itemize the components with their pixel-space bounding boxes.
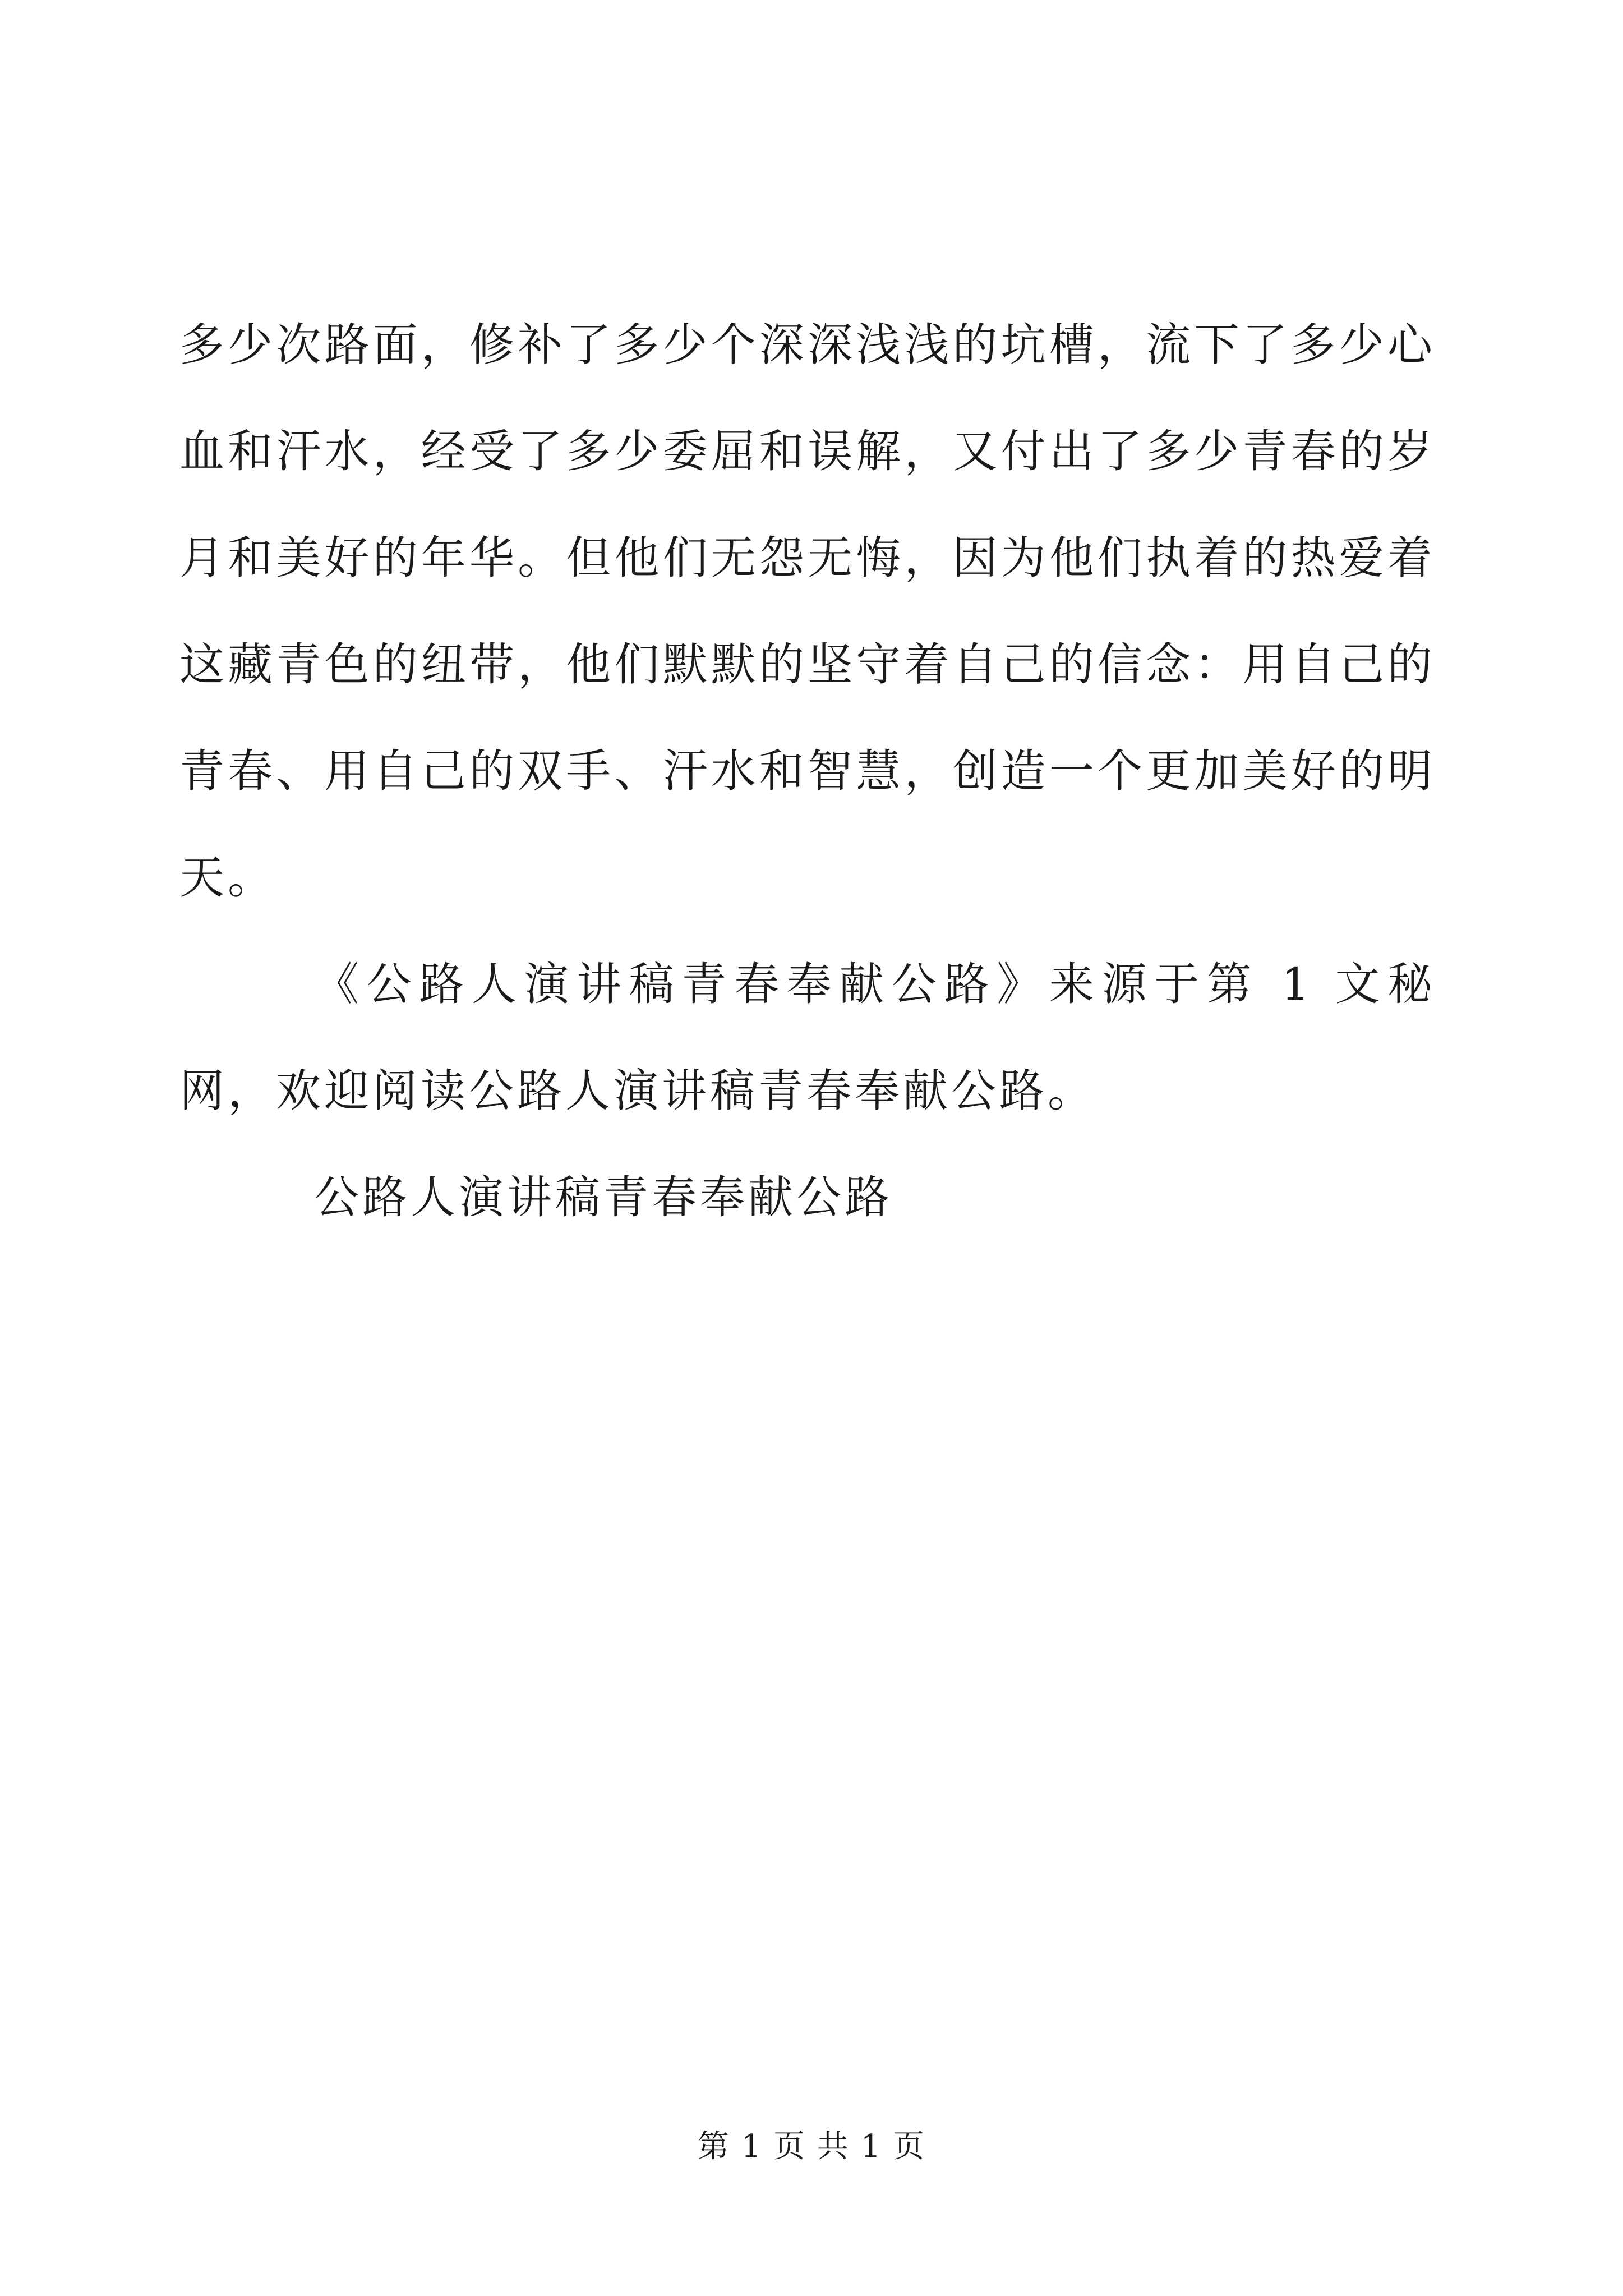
document-body — [179, 292, 1436, 1251]
paragraph-continuation: 多少次路面，修补了多少个深深浅浅的坑槽，流下了多少心血和汗水，经受了多少委屈和误解，又付出了多少青春的岁月和美好的年华。但他们无怨无悔，因为他们执着的热爱着这藏青色的纽带，他们默默的坚守着自己的信念：用自己的青春、用自己的双手、汗水和智慧，创造一个更加美好的明天。 — [179, 319, 1436, 904]
page-footer: 第 1 页 共 1 页 — [697, 2128, 926, 2165]
paragraph-source-note: 《公路人演讲稿青春奉献公路》来源于第 1 文秘网，欢迎阅读公路人演讲稿青春奉献公路。 — [179, 958, 1436, 1117]
paragraph-title-line: 公路人演讲稿青春奉献公路 — [314, 1171, 893, 1223]
